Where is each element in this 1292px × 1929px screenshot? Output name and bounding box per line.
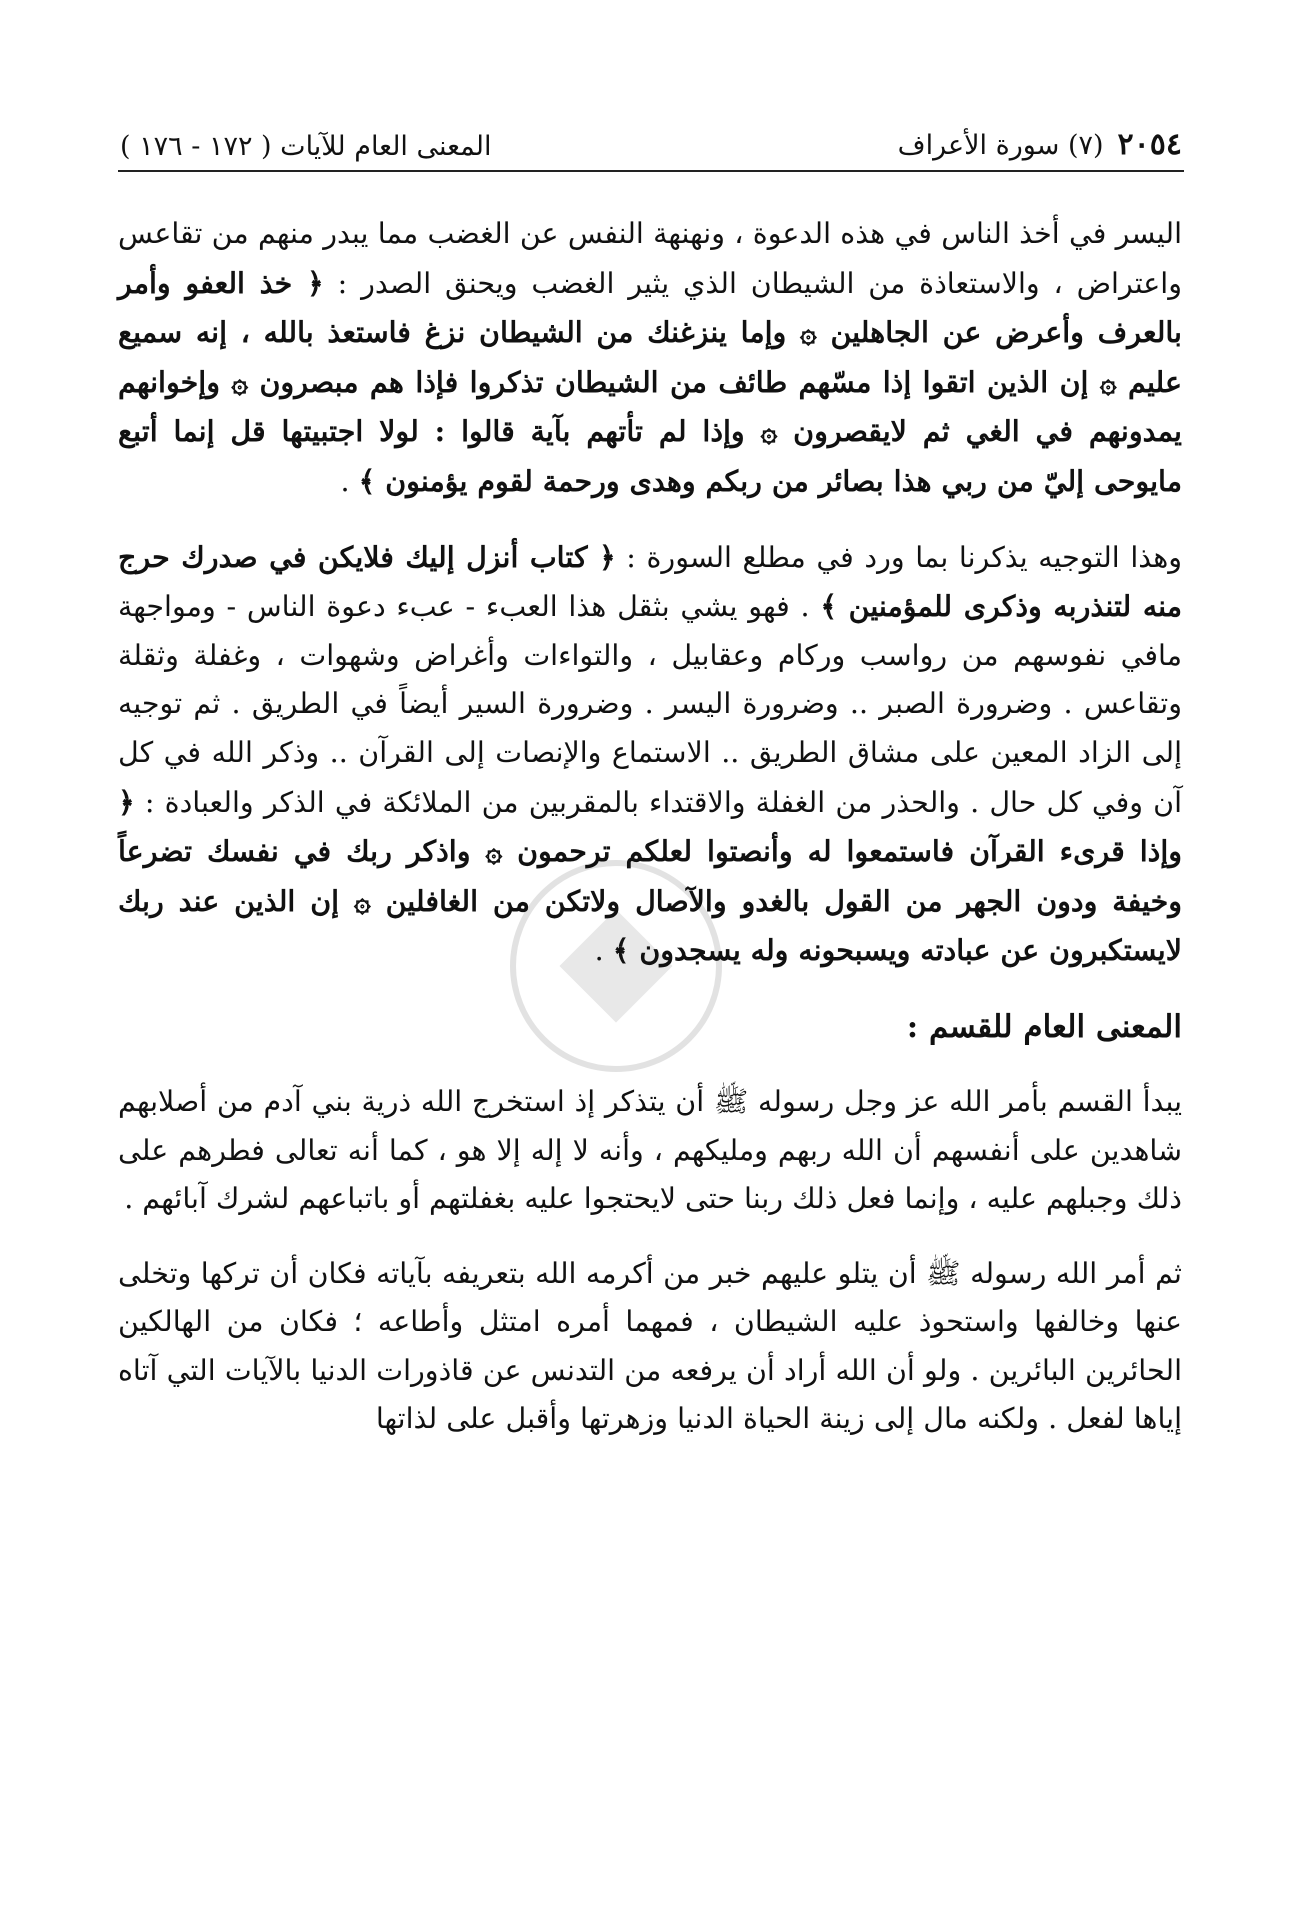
quran-verse: ﴿ وإذا قرىء القرآن فاستمعوا له وأنصتوا لعلكم ترحمون ۞ واذكر ربك في نفسك تضرعاً وخيفة ودون الجهر من القول بالغدو والآصال ولاتكن من الغافلين ۞ إن الذين عند ربك لايستكبرون عن عبادته ويسبحونه وله يسجدون ﴾: [118, 784, 1182, 968]
header-rule: [118, 170, 1184, 172]
text-segment: .: [594, 934, 613, 968]
paragraph-1: [118, 210, 1182, 507]
text-segment: اليسر في أخذ الناس في هذه الدعوة ، ونهنهة النفس عن الغضب مما يبدر منهم من تقاعس واعتراض ، والاستعاذة من الشيطان الذي يثير الغضب ويحنق الصدر :: [118, 217, 1182, 300]
quran-verse: ﴿ خذ العفو وأمر بالعرف وأعرض عن الجاهلين ۞ وإما ينزغنك من الشيطان نزغ فاستعذ بالله ، إنه سميع عليم ۞ إن الذين اتقوا إذا مسّهم طائف من الشيطان تذكروا فإذا هم مبصرون ۞ وإخوانهم يمدونهم في الغي ثم لايقصرون ۞ وإذا لم تأتهم بآية قالوا : لولا اجتبيتها قل إنما أتبع مايوحى إليّ من ربي هذا بصائر من ربكم وهدى ورحمة لقوم يؤمنون ﴾: [118, 265, 1182, 498]
paragraph-3: [118, 1078, 1182, 1224]
paragraph-2: [118, 533, 1182, 976]
text-segment: يبدأ القسم بأمر الله عز وجل رسوله ﷺ أن يتذكر إذ استخرج الله ذرية بني آدم من أصلابهم شاهدين على أنفسهم أن الله ربهم ومليكهم ، وأنه لا إله إلا هو ، كما أنه تعالى فطرهم على ذلك وجبلهم عليه ، وإنما فعل ذلك ربنا حتى لايحتجوا عليه بغفلتهم أو باتباعهم لشرك آبائهم .: [118, 1084, 1182, 1216]
page-number: ٢٠٥٤: [1117, 127, 1182, 162]
section-header: المعنى العام للآيات ( ١٧٢ - ١٧٦ ): [120, 131, 492, 162]
page-body: [118, 210, 1182, 1470]
quran-verse: ﴿ كتاب أنزل إليك فلايكن في صدرك حرج منه لتنذربه وذكرى للمؤمنين ﴾: [118, 539, 1182, 624]
text-segment: . فهو يشي بثقل هذا العبء - عبء دعوة الناس - ومواجهة مافي نفوسهم من رواسب وركام وعقابيل ، والتواءات وأغراض وشهوات ، وغفلة وثقلة وتقاعس . وضرورة الصبر .. وضرورة اليسر . وضرورة السير أيضاً في الطريق . ثم توجيه إلى الزاد المعين على مشاق الطريق .. الاستماع والإنصات إلى القرآن .. وذكر الله في كل آن وفي كل حال . والحذر من الغفلة والاقتداء بالمقربين من الملائكة في الذكر والعبادة :: [118, 590, 1182, 819]
surah-title: (٧) سورة الأعراف: [897, 130, 1104, 161]
text-segment: ثم أمر الله رسوله ﷺ أن يتلو عليهم خبر من أكرمه الله بتعريفه بآياته فكان أن تركها وتخلى عنها وخالفها واستحوذ عليه الشيطان ، فمهما أمره امتثل وأطاعه ؛ فكان من الهالكين الحائرين البائرين . ولو أن الله أراد أن يرفعه من التدنس عن قاذورات الدنيا بالآيات التي آتاه إياها لفعل . ولكنه مال إلى زينة الحياة الدنيا وزهرتها وأقبل على لذاتها: [118, 1256, 1182, 1436]
page-header: [120, 118, 1182, 162]
header-right: [898, 127, 1182, 162]
text-segment: .: [340, 464, 359, 498]
text-segment: وهذا التوجيه يذكرنا بما ورد في مطلع السورة :: [615, 540, 1182, 574]
section-title: المعنى العام للقسم :: [906, 1008, 1182, 1045]
paragraph-4: [118, 1250, 1182, 1444]
